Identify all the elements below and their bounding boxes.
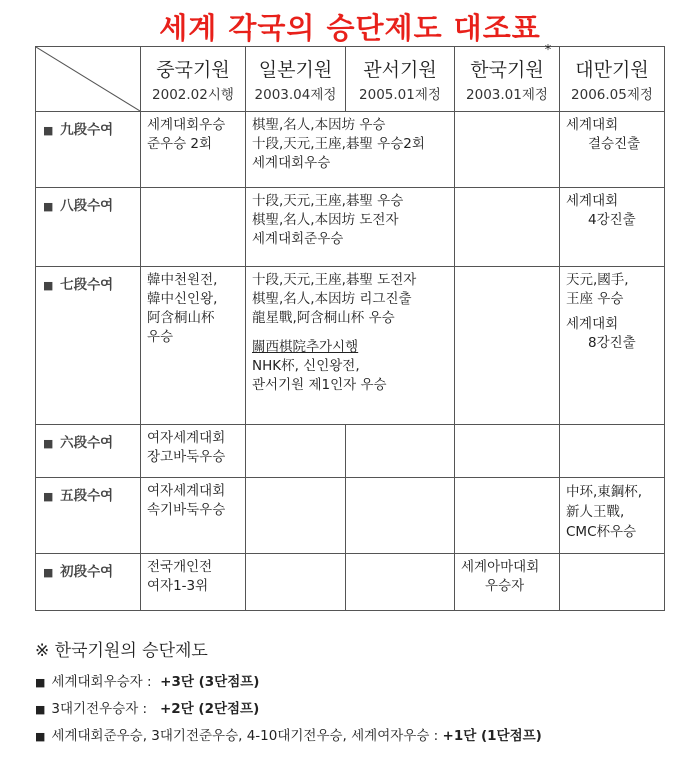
cell-china: 여자세계대회 장고바둑우승 <box>141 425 246 478</box>
cell-china <box>141 188 246 267</box>
row-label: ■ 五段수여 <box>36 478 141 554</box>
square-bullet-icon: ■ <box>43 437 54 450</box>
cell-taiwan <box>560 554 665 611</box>
cell-china: 韓中천원전, 韓中신인왕, 阿含桐山杯 우승 <box>141 267 246 425</box>
cell-japan-kansai: 十段,天元,王座,碁聖 우승 棋聖,名人,本因坊 도전자 세계대회준우승 <box>246 188 455 267</box>
table-row <box>36 554 665 611</box>
square-bullet-icon: ■ <box>35 730 46 743</box>
cell-japan <box>246 425 346 478</box>
cell-kansai <box>346 554 455 611</box>
row-label: ■ 初段수여 <box>36 554 141 611</box>
cell-japan-kansai: 十段,天元,王座,碁聖 도전자 棋聖,名人,本因坊 리그진출 龍星戰,阿含桐山杯 우승 關西棋院추가시행 NHK杯, 신인왕전, 관서기원 제1인자 우승 <box>246 267 455 425</box>
cell-taiwan: 天元,國手, 王座 우승 세계대회 8강진출 <box>560 267 665 425</box>
cell-china: 여자세계대회 속기바둑우승 <box>141 478 246 554</box>
asterisk-mark: * <box>544 43 552 58</box>
note-item: ■ 세계대회준우승, 3대기전준우승, 4-10대기전우승, 세계여자우승 : +1단 (1단점프) <box>35 728 542 744</box>
column-header-kansai: 관서기원 2005.01제정 <box>346 47 455 112</box>
cell-korea <box>455 188 560 267</box>
row-label: ■ 六段수여 <box>36 425 141 478</box>
square-bullet-icon: ■ <box>43 279 54 292</box>
cell-china: 세계대회우승 준우승 2회 <box>141 112 246 188</box>
square-bullet-icon: ■ <box>35 676 46 689</box>
cell-japan-kansai: 棋聖,名人,本因坊 우승 十段,天元,王座,碁聖 우승2회 세계대회우승 <box>246 112 455 188</box>
table-row <box>36 188 665 267</box>
notes-section <box>35 636 675 754</box>
cell-korea <box>455 267 560 425</box>
square-bullet-icon: ■ <box>35 703 46 716</box>
note-item: ■ 3대기전우승자 : +2단 (2단점프) <box>35 701 260 717</box>
row-label: ■ 八段수여 <box>36 188 141 267</box>
cell-japan <box>246 554 346 611</box>
square-bullet-icon: ■ <box>43 490 54 503</box>
square-bullet-icon: ■ <box>43 566 54 579</box>
column-header-china: 중국기원 2002.02시행 <box>141 47 246 112</box>
cell-korea <box>455 112 560 188</box>
row-label: ■ 九段수여 <box>36 112 141 188</box>
header-row <box>36 47 665 112</box>
kansai-extra-title: 關西棋院추가시행 <box>252 339 359 355</box>
cell-taiwan: 세계대회 결승진출 <box>560 112 665 188</box>
cell-kansai <box>346 425 455 478</box>
table-row <box>36 112 665 188</box>
cell-korea: 세계아마대회 우승자 <box>455 554 560 611</box>
cell-korea <box>455 425 560 478</box>
corner-cell <box>36 47 141 112</box>
page-title: 세계 각국의 승단제도 대조표 <box>159 11 541 45</box>
notes-title: ※ 한국기원의 승단제도 <box>35 641 208 661</box>
cell-taiwan: 中环,東鋼杯, 新人王戰, CMC杯우승 <box>560 478 665 554</box>
column-header-taiwan: 대만기원 2006.05제정 <box>560 47 665 112</box>
column-header-korea: 한국기원 * 2003.01제정 <box>455 47 560 112</box>
cell-taiwan: 세계대회 4강진출 <box>560 188 665 267</box>
cell-japan <box>246 478 346 554</box>
column-header-japan: 일본기원 2003.04제정 <box>246 47 346 112</box>
cell-korea <box>455 478 560 554</box>
cell-kansai <box>346 478 455 554</box>
table-row <box>36 267 665 425</box>
cell-taiwan <box>560 425 665 478</box>
square-bullet-icon: ■ <box>43 124 54 137</box>
table-row <box>36 478 665 554</box>
square-bullet-icon: ■ <box>43 200 54 213</box>
note-item: ■ 세계대회우승자 : +3단 (3단점프) <box>35 674 260 690</box>
promotion-table <box>35 43 665 611</box>
cell-china: 전국개인전 여자1-3위 <box>141 554 246 611</box>
table-row <box>36 425 665 478</box>
diagonal-line <box>36 47 140 111</box>
row-label: ■ 七段수여 <box>36 267 141 425</box>
